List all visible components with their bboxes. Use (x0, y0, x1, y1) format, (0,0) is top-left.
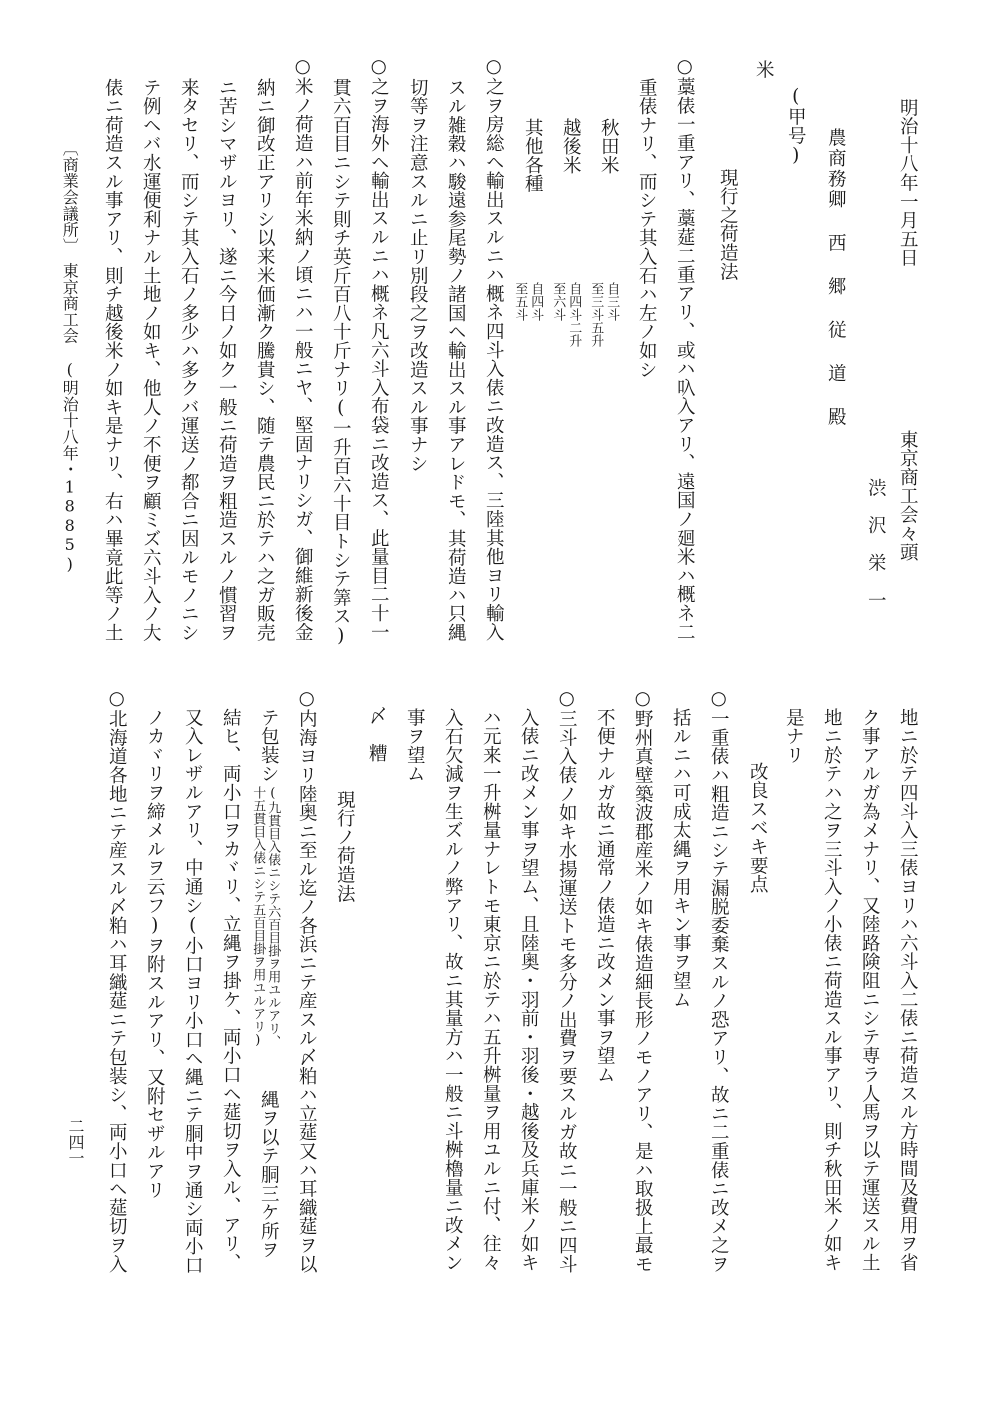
paragraph-line: ○内海ヨリ陸奥ニ至ル迄ノ各浜ニテ産スル〆粕ハ立莚又ハ耳織莚ヲ以 (296, 688, 318, 1274)
paragraph-line: 入俵ニ改メン事ヲ望ム、且陸奥・羽前・羽後・越後及兵庫米ノ如キ (518, 708, 540, 1272)
paragraph-line: 納ニ御改正アリシ以来米価漸ク騰貴シ、随テ農民ニ於テハ之ガ販売 (254, 78, 276, 642)
paragraph-line: ○三斗入俵ノ如キ水揚運送トモ多分ノ出費ヲ要スルガ故ニ一般ニ四斗 (556, 688, 578, 1274)
paragraph-line: 地ニ於テ四斗入三俵ヨリハ六斗入二俵ニ荷造スル方時間及費用ヲ省 (897, 708, 919, 1272)
subsection-title: 改良スベキ要点 (747, 762, 769, 894)
source-footer: 〔商業会議所〕 東京商工会 (明治十八年・1885) (60, 140, 80, 574)
paragraph-line: 是ナリ (783, 708, 805, 765)
paragraph-line: ○之ヲ海外ヘ輸出スルニハ概ネ凡六斗入布袋ニ改造ス、此量目二十一 (368, 56, 390, 642)
paragraph-line: ○北海道各地ニテ産スル〆粕ハ耳織莚ニテ包装シ、両小口ヘ莚切ヲ入 (106, 688, 128, 1274)
paragraph-line: ハ元来一升桝量ナレトモ東京ニ於テハ五升桝量ヲ用ユルニ付、往々 (480, 708, 502, 1272)
section-heading-rice: 米 (753, 60, 775, 79)
paragraph-line: 貫六百目ニシテ則チ英斤百八十斤ナリ(一升百六十目トシテ筭ス) (330, 78, 352, 647)
sender-organization: 東京商工会々頭 (897, 430, 919, 562)
quantity-range: 自四斗二升 (566, 282, 582, 347)
paragraph-line: 地ニ於テハ之ヲ三斗入ノ小俵ニ荷造スル事アリ、則チ秋田米ノ如キ (821, 708, 843, 1272)
quantity-range: 至六斗 (550, 282, 566, 321)
letter-date: 明治十八年一月五日 (897, 98, 919, 268)
paragraph-line: 入石欠減ヲ生ズルノ弊アリ、故ニ其量方ハ一般ニ斗桝櫓量ニ改メン (442, 708, 464, 1272)
inline-annotation: 十五貫目入俵ニシテ五百目掛ヲ用ユルアリ) (250, 786, 266, 1048)
paragraph-line: 重俵ナリ、而シテ其入石ハ左ノ如シ (636, 78, 658, 379)
subsection-title: 現行之荷造法 (717, 168, 739, 281)
section-heading-shime: 〆 糟 (366, 706, 388, 763)
paragraph-line: ○米ノ荷造ハ前年米納ノ頃ニハ一般ニヤ、堅固ナリシガ、御維新後金 (292, 56, 314, 642)
paragraph-line: 切等ヲ注意スルニ止リ別段之ヲ改造スル事ナシ (407, 78, 429, 473)
paragraph-line: 括ルニハ可成太縄ヲ用キン事ヲ望ム (670, 708, 692, 1009)
paragraph-line: 結ヒ、両小口ヲカヾリ、立縄ヲ掛ケ、両小口ヘ莚切ヲ入ル、アリ、 (220, 708, 242, 1272)
quantity-range: 至五斗 (512, 282, 528, 321)
quantity-range: 自三斗 (604, 282, 620, 321)
paragraph-line: テ例ヘバ水運便利ナル土地ノ如キ、他人ノ不便ヲ顧ミズ六斗入ノ大 (140, 78, 162, 642)
paragraph-line: スル雑穀ハ駿遠参尾勢ノ諸国ヘ輸出スル事アレドモ、其荷造ハ只縄 (445, 78, 467, 642)
quantity-range: 至三斗五升 (588, 282, 604, 347)
rice-variety-label: 秋田米 (598, 118, 620, 175)
recipient-line: 農商務卿 西 郷 従 道 殿 (825, 128, 847, 428)
paragraph-line: ○藁俵一重アリ、藁莚二重アリ、或ハ叺入アリ、遠国ノ廻米ハ概ネ二 (674, 56, 696, 642)
page-number: 二四一 (66, 1118, 85, 1166)
sender-name: 渋 沢 栄 一 (865, 478, 887, 610)
rice-variety-label: 其他各種 (522, 118, 544, 194)
inline-annotation: (九貫目入俵ニシテ六百目掛ヲ用ユルアリ、 (265, 786, 281, 1048)
paragraph-line: ○野州真壁築波郡産米ノ如キ俵造細長形ノモノアリ、是ハ取扱上最モ (632, 688, 654, 1274)
paragraph-line: 縄ヲ以テ胴三ケ所ヲ (258, 1090, 280, 1260)
paragraph-line: 又入レザルアリ、中通シ(小口ヨリ小口ヘ縄ニテ胴中ヲ通シ両小口 (182, 708, 204, 1275)
rice-variety-label: 越後米 (560, 118, 582, 175)
paragraph-line: 不便ナルガ故ニ通常ノ俵造ニ改メン事ヲ望ム (594, 708, 616, 1084)
section-label-kou: (甲号) (785, 86, 807, 167)
paragraph-line: 俵ニ荷造スル事アリ、則チ越後米ノ如キ是ナリ、右ハ畢竟此等ノ土 (102, 78, 124, 642)
paragraph-line: 事ヲ望ム (404, 708, 426, 784)
subsection-title: 現行ノ荷造法 (334, 790, 356, 903)
paragraph-line: ニ苦シマザルヨリ、遂ニ今日ノ如ク一般ニ荷造ヲ粗造スルノ慣習ヲ (216, 78, 238, 642)
paragraph-line: ノカヾリヲ締メルヲ云フ)ヲ附スルアリ、又附セザルアリ (144, 708, 166, 1200)
quantity-range: 自四斗 (528, 282, 544, 321)
paragraph-line: ク事アルガ為メナリ、又陸路険阻ニシテ専ラ人馬ヲ以テ運送スル土 (859, 708, 881, 1272)
paragraph-line: ○一重俵ハ粗造ニシテ漏脱委棄スルノ恐アリ、故ニ二重俵ニ改メ之ヲ (708, 688, 730, 1274)
paragraph-line: テ包装シ (258, 708, 280, 784)
paragraph-line: 来タセリ、而シテ其入石ノ多少ハ多クバ運送ノ都合ニ因ルモノニシ (178, 78, 200, 642)
paragraph-line: ○之ヲ房総ヘ輸出スルニハ概ネ四斗入俵ニ改造ス、三陸其他ヨリ輸入 (483, 56, 505, 642)
